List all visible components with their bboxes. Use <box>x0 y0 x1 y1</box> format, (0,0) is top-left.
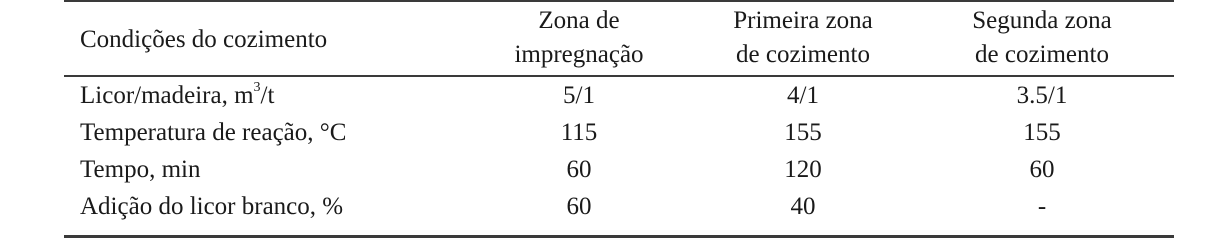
header-first-cooking-zone <box>688 4 918 72</box>
table-cell: 155 <box>1023 119 1061 146</box>
table-cell: 3.5/1 <box>1016 82 1068 109</box>
header-impregnation-line1: Zona de <box>538 7 620 34</box>
header-first-zone-line1: Primeira zona <box>733 7 873 34</box>
header-conditions: Condições do cozimento <box>80 26 328 53</box>
row-label-reaction-temperature: Temperatura de reação, °C <box>80 119 347 146</box>
table-cell: - <box>1037 193 1047 220</box>
table-cell: 60 <box>566 156 592 183</box>
header-second-zone-line1: Segunda zona <box>972 7 1112 34</box>
table-cell: 120 <box>784 156 822 183</box>
table-header-rule <box>64 75 1174 77</box>
table-cell: 60 <box>566 193 592 220</box>
header-second-zone-line2: de cozimento <box>975 41 1109 68</box>
table-top-rule <box>64 0 1174 2</box>
table-bottom-rule <box>64 235 1174 238</box>
row-label-white-liquor-addition: Adição do licor branco, % <box>80 193 344 220</box>
header-first-zone-line2: de cozimento <box>736 41 870 68</box>
table-cell: 5/1 <box>563 82 595 109</box>
table-cell: 4/1 <box>787 82 819 109</box>
cooking-conditions-table <box>64 0 1174 240</box>
table-cell: 40 <box>790 193 816 220</box>
header-impregnation-zone <box>474 4 684 72</box>
table-cell: 115 <box>560 119 598 146</box>
row-label-liquor-wood: Licor/madeira, $m^3/t$ <box>80 79 275 109</box>
table-cell: 155 <box>784 119 822 146</box>
header-impregnation-line2: impregnação <box>514 41 644 68</box>
row-label-time: Tempo, min <box>80 156 201 183</box>
table-cell: 60 <box>1029 156 1055 183</box>
header-second-cooking-zone <box>924 4 1160 72</box>
